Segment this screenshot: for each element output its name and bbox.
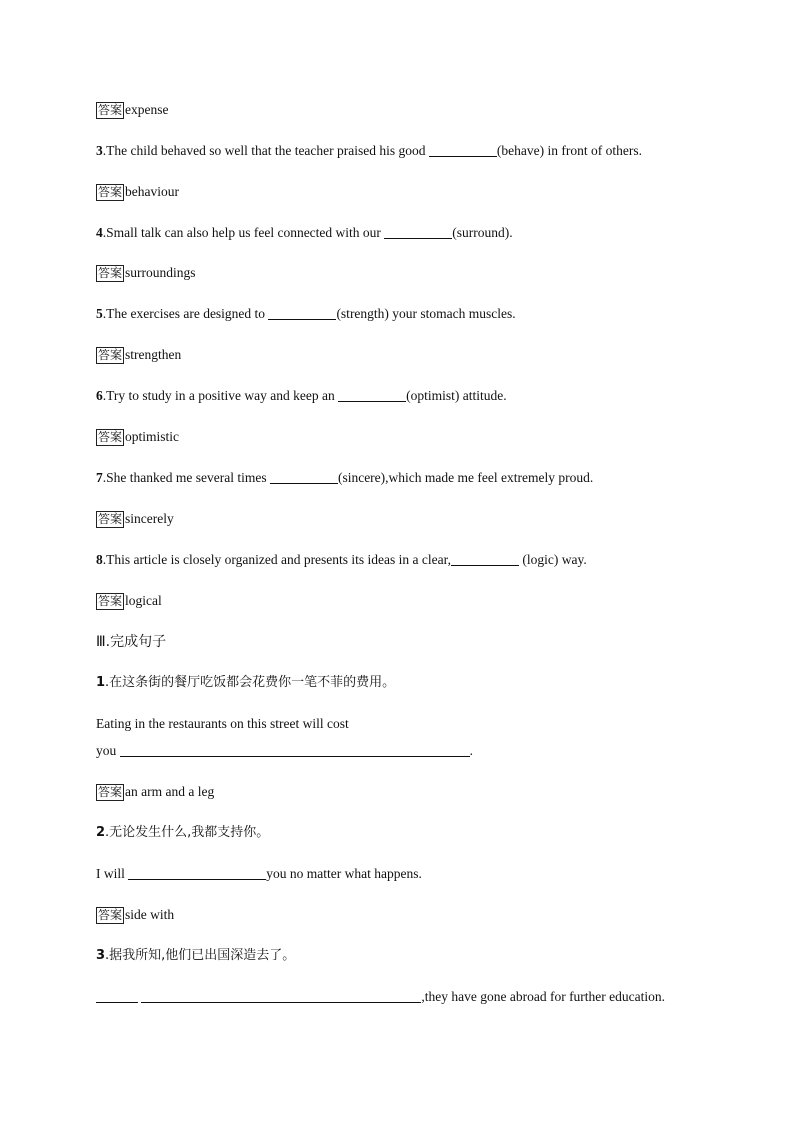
answer-text: behaviour: [125, 184, 179, 199]
sentence-chinese: .据我所知,他们已出国深造去了。: [105, 948, 296, 963]
sentence-prompt: [96, 674, 395, 692]
answer-line: [96, 428, 179, 446]
question-hint: (logic) way.: [518, 552, 587, 567]
question-number: 7: [96, 470, 103, 485]
answer-text: expense: [125, 102, 169, 117]
answer-line: [96, 346, 181, 364]
sentence-text: ,they have gone abroad for further education.: [421, 989, 666, 1004]
question-hint: (surround).: [452, 225, 513, 240]
answer-line: [96, 264, 196, 282]
question-text: .The exercises are designed to: [102, 306, 269, 321]
answer-badge: 答案: [98, 430, 123, 444]
answer-blank[interactable]: [338, 387, 406, 402]
question-line: [96, 142, 642, 160]
question-text: .This article is closely organized and presents its ideas in a clear,: [102, 552, 451, 567]
sentence-english-line: [96, 988, 665, 1006]
question-number: 5: [96, 306, 103, 321]
question-hint: (sincere),which made me feel extremely proud.: [337, 470, 594, 485]
question-number: 8: [96, 552, 103, 567]
answer-text: sincerely: [125, 511, 174, 526]
answer-badge: 答案: [98, 594, 123, 608]
sentence-text: I will: [96, 866, 129, 881]
question-hint: (optimist) attitude.: [406, 388, 507, 403]
answer-badge: 答案: [98, 266, 123, 280]
sentence-text: .: [469, 743, 473, 758]
sentence-chinese: .无论发生什么,我都支持你。: [105, 825, 270, 840]
answer-badge: 答案: [98, 512, 123, 526]
answer-badge: 答案: [98, 185, 123, 199]
answer-blank[interactable]: [429, 142, 497, 157]
question-text: .The child behaved so well that the teacher praised his good: [102, 143, 429, 158]
sentence-english-line: [96, 865, 422, 883]
answer-line: [96, 906, 174, 924]
answer-line: [96, 510, 174, 528]
answer-blank[interactable]: [384, 224, 452, 239]
answer-text: side with: [125, 907, 175, 922]
answer-text: surroundings: [125, 265, 196, 280]
answer-line: [96, 183, 179, 201]
answer-blank[interactable]: [120, 742, 470, 757]
answer-blank[interactable]: [96, 988, 138, 1003]
answer-blank[interactable]: [270, 469, 338, 484]
sentence-english-line: Eating in the restaurants on this street will cost: [96, 716, 349, 731]
answer-blank[interactable]: [128, 865, 266, 880]
sentence-number: 1: [96, 675, 106, 690]
answer-text: logical: [125, 593, 162, 608]
sentence-prompt: [96, 947, 295, 965]
question-line: [96, 387, 507, 405]
question-text: .Try to study in a positive way and keep an: [102, 388, 339, 403]
question-hint: (behave) in front of others.: [496, 143, 642, 158]
answer-blank[interactable]: [451, 551, 519, 566]
question-text: .Small talk can also help us feel connected with our: [102, 225, 385, 240]
answer-text: optimistic: [125, 429, 180, 444]
answer-text: an arm and a leg: [125, 784, 215, 799]
answer-line: [96, 592, 162, 610]
sentence-prompt: [96, 824, 269, 842]
question-number: 3: [96, 143, 103, 158]
sentence-text: you: [96, 743, 120, 758]
sentence-number: 2: [96, 825, 106, 840]
question-line: [96, 469, 593, 487]
sentence-chinese: .在这条街的餐厅吃饭都会花费你一笔不菲的费用。: [105, 675, 396, 690]
question-line: [96, 551, 587, 569]
answer-blank[interactable]: [268, 305, 336, 320]
question-number: 4: [96, 225, 103, 240]
question-line: [96, 305, 516, 323]
answer-text: strengthen: [125, 347, 182, 362]
sentence-number: 3: [96, 948, 106, 963]
question-line: [96, 224, 513, 242]
section-title: Ⅲ.完成句子: [96, 634, 167, 650]
question-hint: (strength) your stomach muscles.: [336, 306, 516, 321]
answer-badge: 答案: [98, 348, 123, 362]
answer-blank[interactable]: [141, 988, 421, 1003]
sentence-english-line: [96, 742, 473, 760]
answer-badge: 答案: [98, 785, 123, 799]
answer-line: [96, 783, 214, 801]
question-number: 6: [96, 388, 103, 403]
sentence-text: you no matter what happens.: [266, 866, 422, 881]
answer-badge: 答案: [98, 908, 123, 922]
answer-line: [96, 101, 169, 119]
question-text: .She thanked me several times: [102, 470, 270, 485]
answer-badge: 答案: [98, 103, 123, 117]
